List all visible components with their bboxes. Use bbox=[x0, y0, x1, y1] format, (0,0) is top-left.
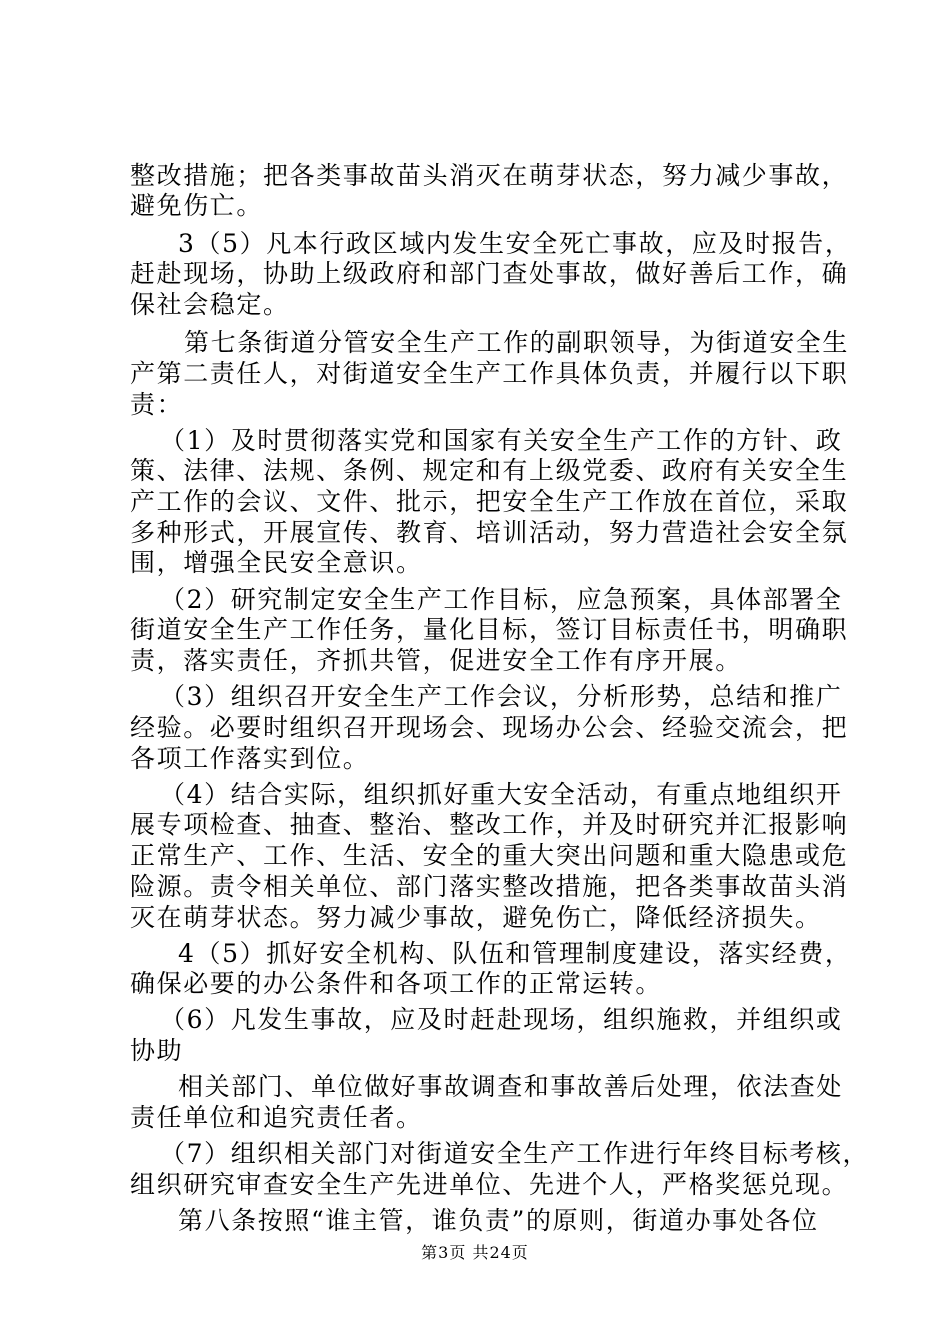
text-line: （1）及时贯彻落实党和国家有关安全生产工作的方针、政 bbox=[160, 426, 843, 455]
text-line: 险源。责令相关单位、部门落实整改措施，把各类事故苗头消 bbox=[130, 872, 849, 901]
page-footer: 第3页 共24页 bbox=[421, 1243, 529, 1262]
text-line: 展专项检查、抽查、整治、整改工作，并及时研究并汇报影响 bbox=[130, 810, 849, 839]
text-line: 灭在萌芽状态。努力减少事故，避免伤亡，降低经济损失。 bbox=[130, 903, 822, 932]
text-line: （2）研究制定安全生产工作目标，应急预案，具体部署全 bbox=[160, 585, 843, 614]
text-line: 经验。必要时组织召开现场会、现场办公会、经验交流会，把 bbox=[130, 713, 849, 742]
text-line: 4（5）抓好安全机构、队伍和管理制度建设，落实经费， bbox=[178, 939, 852, 968]
text-line: 3（5）凡本行政区域内发生安全死亡事故，应及时报告， bbox=[178, 229, 852, 258]
text-line: 街道安全生产工作任务，量化目标，签订目标责任书，明确职 bbox=[130, 615, 849, 644]
text-line: （6）凡发生事故，应及时赶赴现场，组织施救，并组织或 bbox=[160, 1005, 843, 1034]
text-line: 赶赴现场，协助上级政府和部门查处事故，做好善后工作，确 bbox=[130, 259, 849, 288]
text-line: 相关部门、单位做好事故调查和事故善后处理，依法查处 bbox=[178, 1072, 844, 1101]
text-line: （3）组织召开安全生产工作会议，分析形势，总结和推广 bbox=[160, 682, 843, 711]
text-line: 责： bbox=[130, 390, 184, 419]
text-line: 围，增强全民安全意识。 bbox=[130, 548, 423, 577]
text-line: （7）组织相关部门对街道安全生产工作进行年终目标考核， bbox=[160, 1139, 870, 1168]
text-line: （4）结合实际，组织抓好重大安全活动，有重点地组织开 bbox=[160, 780, 843, 809]
text-line: 各项工作落实到位。 bbox=[130, 744, 370, 773]
text-line: 第八条按照“谁主管，谁负责”的原则，街道办事处各位 bbox=[178, 1206, 819, 1235]
text-line: 避免伤亡。 bbox=[130, 191, 264, 220]
text-line: 产第二责任人，对街道安全生产工作具体负责，并履行以下职 bbox=[130, 359, 849, 388]
text-line: 策、法律、法规、条例、规定和有上级党委、政府有关安全生 bbox=[130, 456, 849, 485]
text-line: 整改措施；把各类事故苗头消灭在萌芽状态，努力减少事故， bbox=[130, 161, 849, 190]
text-line: 第七条街道分管安全生产工作的副职领导，为街道安全生 bbox=[184, 328, 850, 357]
text-line: 保社会稳定。 bbox=[130, 290, 290, 319]
text-line: 确保必要的办公条件和各项工作的正常运转。 bbox=[130, 969, 663, 998]
text-line: 责，落实责任，齐抓共管，促进安全工作有序开展。 bbox=[130, 646, 742, 675]
text-line: 责任单位和追究责任者。 bbox=[130, 1103, 423, 1132]
text-line: 产工作的会议、文件、批示，把安全生产工作放在首位，采取 bbox=[130, 487, 849, 516]
text-line: 多种形式，开展宣传、教育、培训活动，努力营造社会安全氛 bbox=[130, 518, 849, 547]
text-line: 组织研究审查安全生产先进单位、先进个人，严格奖惩兑现。 bbox=[130, 1170, 849, 1199]
text-line: 正常生产、工作、生活、安全的重大突出问题和重大隐患或危 bbox=[130, 841, 849, 870]
text-line: 协助 bbox=[130, 1036, 184, 1065]
